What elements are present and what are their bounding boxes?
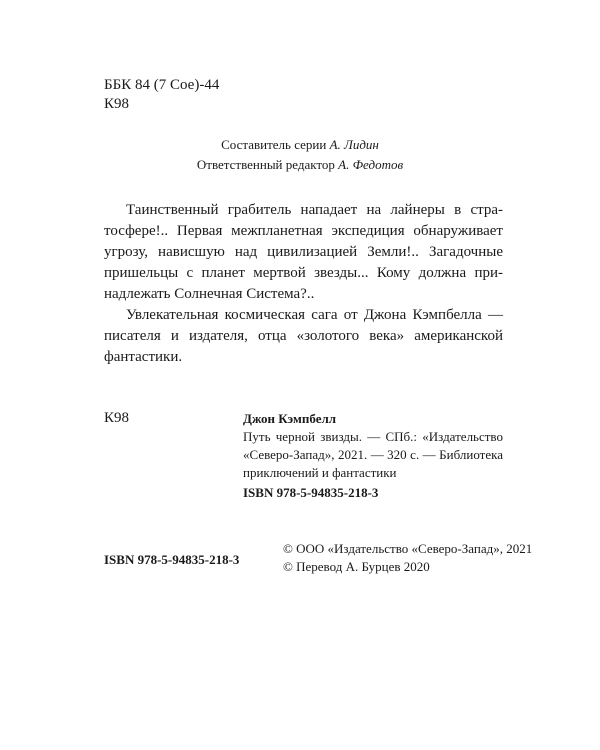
catalog-card-isbn: ISBN 978-5-94835-218-3: [243, 485, 379, 500]
annotation-p1-line: надлежать Солнечная Система?..: [104, 286, 315, 302]
bbk-code: ББК 84 (7 Сое)-44: [104, 77, 220, 93]
copyright-block: [283, 540, 532, 576]
author-mark-code: К98: [104, 96, 130, 112]
copyright-translation: © Перевод А. Бурцев 2020: [283, 559, 430, 574]
series-compiler-name: А. Лидин: [329, 137, 379, 152]
catalog-card-author: Джон Кэмпбелл: [243, 411, 337, 426]
annotation-p2-line: Увлекательная космическая сага от Джона Кэмпбелла —: [126, 307, 503, 323]
annotation: [104, 200, 503, 368]
annotation-p2-line: писателя и издателя, отца «золотого века» американской: [104, 328, 503, 344]
editor-label: Ответственный редактор: [196, 157, 335, 172]
copyright-publisher: © ООО «Издательство «Северо-Запад», 2021: [283, 541, 533, 556]
annotation-p1-line: тосфере!.. Первая межпланетная экспедиция обнаруживает: [104, 223, 503, 239]
editor-line: [0, 155, 600, 174]
annotation-p1-line: Таинственный грабитель нападает на лайнеры в стра-: [126, 202, 503, 218]
editor-name: А. Федотов: [338, 157, 404, 172]
annotation-p2-line: фантастики.: [104, 349, 183, 365]
annotation-p1-line: угрозу, нависшую над цивилизацией Земли!.. Загадочные: [104, 244, 503, 260]
catalog-card: [243, 410, 503, 502]
series-compiler-line: [0, 135, 600, 154]
series-compiler-label: Составитель серии: [221, 137, 327, 152]
annotation-p1-line: пришельцы с планет мертвой звезды... Кому должна при-: [104, 265, 503, 281]
catalog-card-desc-line: «Северо-Запад», 2021. — 320 с. — Библиотека: [243, 447, 503, 462]
catalog-card-desc-line: приключений и фантастики: [243, 465, 397, 480]
catalog-card-desc-line: Путь черной звизды. — СПб.: «Издательство: [243, 429, 503, 444]
catalog-card-code: К98: [104, 410, 130, 426]
footer-isbn: ISBN 978-5-94835-218-3: [104, 552, 240, 567]
